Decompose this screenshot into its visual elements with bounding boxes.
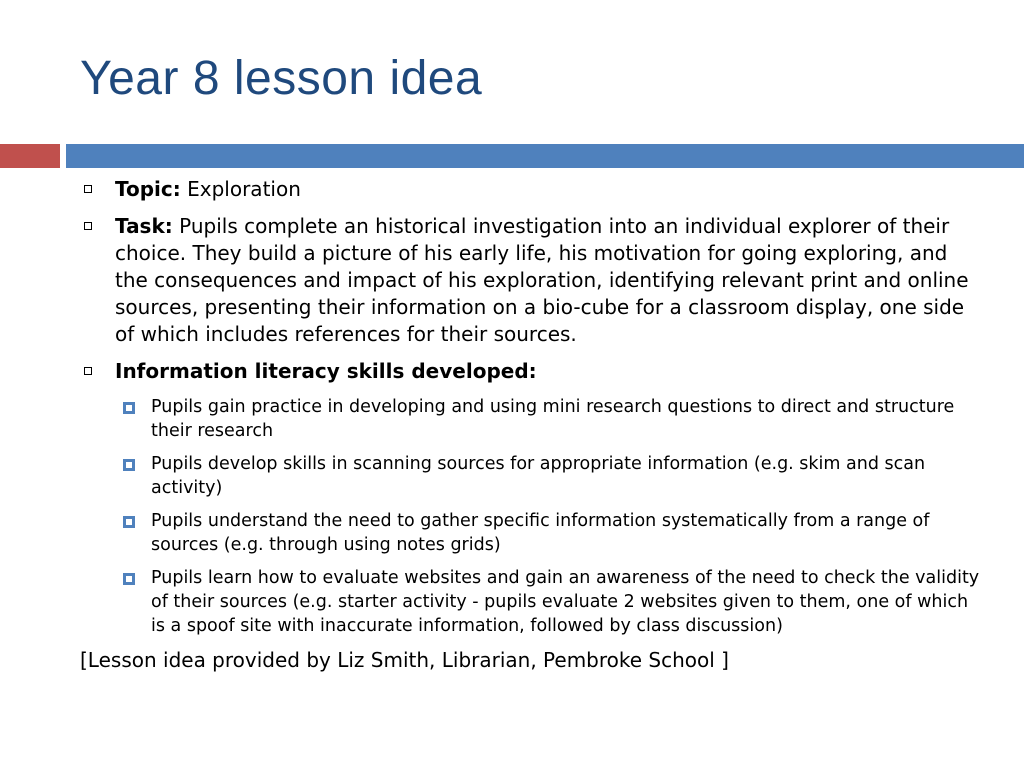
bullet-text: Pupils complete an historical investigation into an individual explorer of their choice. They build a picture of his early life, his motivation for going exploring, and the consequences and impact of his exploration, identifying relevant print and online sources, presenting their information on a bio-cube for a classroom display, one side of which includes references for their sources. [115,214,969,346]
sub-bullet [80,566,980,638]
sub-bullet-text: Pupils understand the need to gather specific information systematically from a range of sources (e.g. through using notes grids) [151,511,930,555]
bullet-label: Information literacy skills developed: [115,359,537,383]
bullet-topic [80,176,980,203]
slide-title: Year 8 lesson idea [80,52,483,105]
filled-square-bullet-icon [123,573,135,585]
hollow-square-bullet-icon [84,222,92,230]
sub-bullet-text: Pupils learn how to evaluate websites and gain an awareness of the need to check the validity of their sources (e.g. starter activity - pupils evaluate 2 websites given to them, one of which is a spoof site with inaccurate information, followed by class discussion) [151,568,980,636]
sub-bullet [80,509,980,557]
hollow-square-bullet-icon [84,185,92,193]
filled-square-bullet-icon [123,516,135,528]
sub-bullet [80,452,980,500]
bullet-task [80,213,980,348]
bullet-label: Task: [115,214,173,238]
sub-bullet-text: Pupils develop skills in scanning sources for appropriate information (e.g. skim and scan activity) [151,454,926,498]
hollow-square-bullet-icon [84,367,92,375]
accent-bar-blue [66,144,1024,168]
bullet-label: Topic: [115,177,181,201]
attribution-footer: [Lesson idea provided by Liz Smith, Librarian, Pembroke School ] [80,648,729,672]
sub-bullet [80,395,980,443]
accent-bar-red [0,144,60,168]
sub-bullet-text: Pupils gain practice in developing and using mini research questions to direct and structure their research [151,397,955,441]
bullet-skills [80,358,980,385]
filled-square-bullet-icon [123,459,135,471]
slide-body [80,176,980,674]
filled-square-bullet-icon [123,402,135,414]
bullet-text: Exploration [180,177,301,201]
